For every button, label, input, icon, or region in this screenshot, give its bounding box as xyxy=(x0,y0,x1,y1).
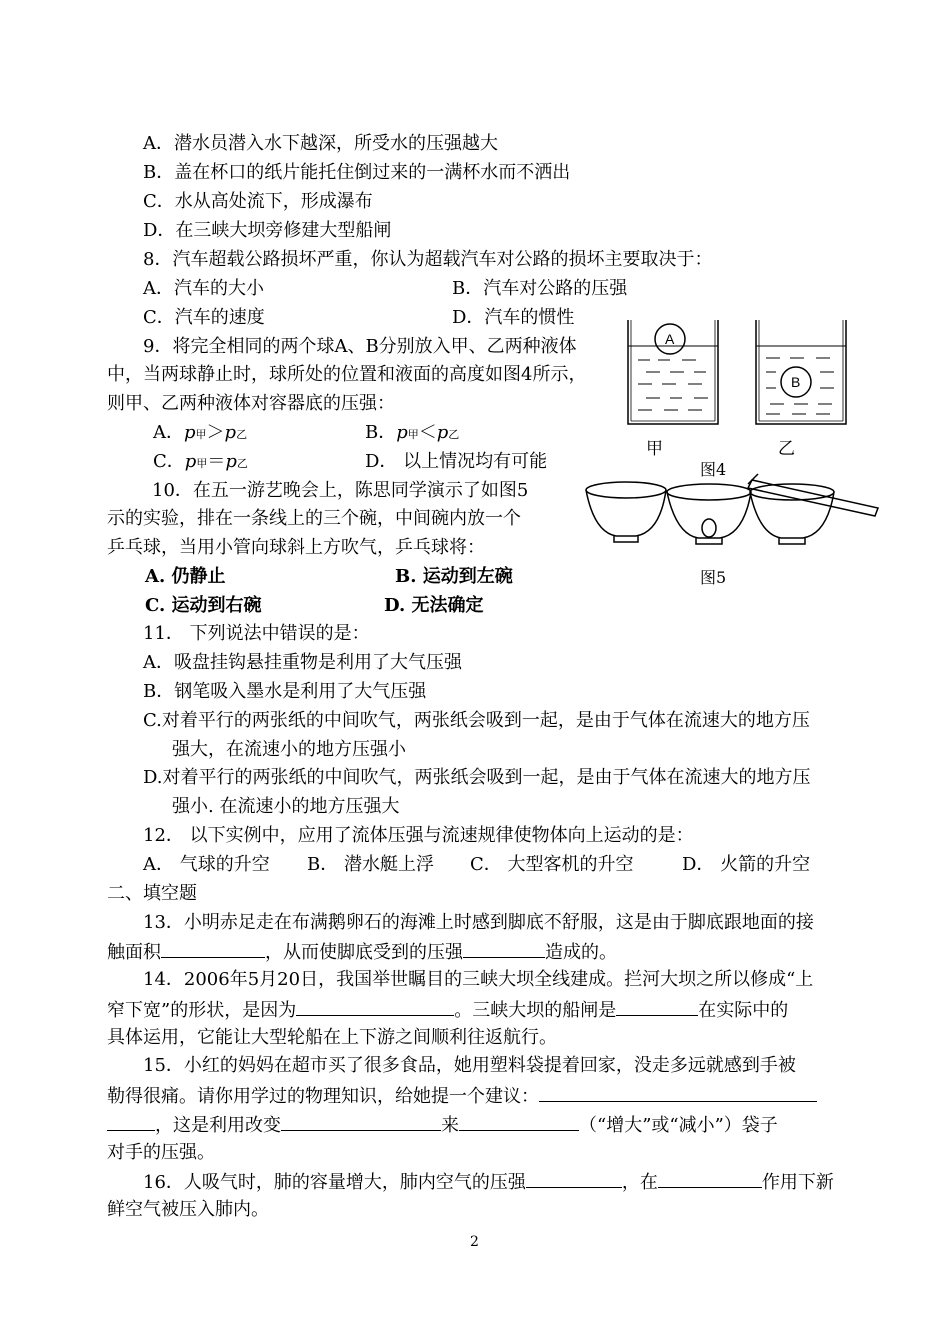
q11-option-c-2: 强大，在流速小的地方压强小 xyxy=(172,739,406,760)
section-title-fill-in: 二、填空题 xyxy=(107,883,197,904)
q16-line-1: 16．人吸气时，肺的容量增大，肺内空气的压强 ，在 作用下新 xyxy=(143,1169,834,1195)
page-number: 2 xyxy=(470,1234,479,1250)
q10-option-b: B. 运动到左碗 xyxy=(395,566,513,587)
q9-stem-3: 则甲、乙两种液体对容器底的压强： xyxy=(107,393,395,414)
q11-option-c-1: C.对着平行的两张纸的中间吹气，两张纸会吸到一起，是由于气体在流速大的地方压 xyxy=(143,710,810,731)
q14-line-3: 具体运用，它能让大型轮船在上下游之间顺利往返航行。 xyxy=(107,1027,557,1048)
q11-option-d-1: D.对着平行的两张纸的中间吹气，两张纸会吸到一起，是由于气体在流速大的地方压 xyxy=(143,767,811,788)
q8-stem: 8．汽车超载公路损坏严重，你认为超载汽车对公路的损坏主要取决于： xyxy=(143,249,713,270)
figure-5 xyxy=(582,470,882,562)
q14-line-2: 窄下宽”的形状，是因为 。三峡大坝的船闸是 在实际中的 xyxy=(107,997,788,1023)
q14-blank-1[interactable] xyxy=(296,997,454,1016)
q11-option-d-2: 强小. 在流速小的地方压强大 xyxy=(172,796,400,817)
q15-line-3: ，这是利用改变 来 （“增大”或“减小”）袋子 xyxy=(107,1112,778,1138)
q9-option-c: C．p甲＝p乙 xyxy=(153,451,248,472)
q7-option-a: A．潜水员潜入水下越深，所受水的压强越大 xyxy=(143,133,498,154)
label-yi: 乙 xyxy=(778,439,795,459)
q15-line-4: 对手的压强。 xyxy=(107,1142,215,1163)
q10-stem-3: 乒乓球，当用小管向球斜上方吹气，乒乓球将： xyxy=(107,537,485,558)
q11-option-a: A．吸盘挂钩悬挂重物是利用了大气压强 xyxy=(143,652,462,673)
q13-blank-2[interactable] xyxy=(463,939,545,958)
label-jia: 甲 xyxy=(646,439,663,459)
figure-4 xyxy=(610,312,880,462)
q16-blank-1[interactable] xyxy=(526,1169,622,1188)
ping-pong-ball xyxy=(702,519,716,537)
q11-stem: 11． 下列说法中错误的是： xyxy=(143,623,370,644)
q12-option-a: A． 气球的升空 xyxy=(143,854,270,875)
figure-4-caption: 图4 xyxy=(700,460,727,479)
q8-option-d: D．汽车的惯性 xyxy=(452,307,575,328)
q9-stem-1: 9．将完全相同的两个球A、B分别放入甲、乙两种液体 xyxy=(143,336,577,357)
q14-blank-2[interactable] xyxy=(616,997,698,1016)
q15-blank-2[interactable] xyxy=(281,1112,441,1131)
q12-option-d: D． 火箭的升空 xyxy=(682,854,811,875)
q15-blank-3[interactable] xyxy=(459,1112,579,1131)
q13-line-2: 触面积 ，从而使脚底受到的压强 造成的。 xyxy=(107,939,617,965)
q10-option-a: A. 仍静止 xyxy=(145,566,226,587)
q15-line-2: 勒得很痛。请你用学过的物理知识，给她提一个建议： xyxy=(107,1083,817,1109)
q7-option-b: B．盖在杯口的纸片能托住倒过来的一满杯水而不洒出 xyxy=(143,162,571,183)
q13-line-1: 13．小明赤足走在布满鹅卵石的海滩上时感到脚底不舒服，这是由于脚底跟地面的接 xyxy=(143,912,814,933)
q9-option-d: D． 以上情况均有可能 xyxy=(365,451,548,472)
q11-option-b: B．钢笔吸入墨水是利用了大气压强 xyxy=(143,681,427,702)
q9-stem-2: 中，当两球静止时，球所处的位置和液面的高度如图4所示， xyxy=(107,364,587,385)
q15-blank-suggestion-cont[interactable] xyxy=(107,1112,155,1131)
ball-b-label: B xyxy=(791,374,801,390)
q10-option-c: C. 运动到右碗 xyxy=(145,595,262,616)
q12-option-b: B． 潜水艇上浮 xyxy=(307,854,434,875)
q9-option-a: A．p甲＞p乙 xyxy=(153,422,248,443)
q16-line-2: 鲜空气被压入肺内。 xyxy=(107,1199,269,1220)
q10-stem-1: 10．在五一游艺晚会上，陈思同学演示了如图5 xyxy=(152,480,529,501)
q8-option-a: A．汽车的大小 xyxy=(143,278,264,299)
q16-blank-2[interactable] xyxy=(658,1169,762,1188)
q14-line-1: 14．2006年5月20日，我国举世瞩目的三峡大坝全线建成。拦河大坝之所以修成“上 xyxy=(143,969,814,990)
q7-option-c: C．水从高处流下，形成瀑布 xyxy=(143,191,373,212)
q10-option-d: D. 无法确定 xyxy=(384,595,484,616)
q8-option-b: B．汽车对公路的压强 xyxy=(452,278,628,299)
q8-option-c: C．汽车的速度 xyxy=(143,307,265,328)
q10-stem-2: 示的实验，排在一条线上的三个碗，中间碗内放一个 xyxy=(107,508,521,529)
q15-blank-suggestion[interactable] xyxy=(539,1083,817,1102)
q15-line-1: 15．小红的妈妈在超市买了很多食品，她用塑料袋提着回家，没走多远就感到手被 xyxy=(143,1055,796,1076)
q13-blank-1[interactable] xyxy=(161,939,265,958)
q12-option-c: C． 大型客机的升空 xyxy=(470,854,634,875)
q9-option-b: B．p甲＜p乙 xyxy=(365,422,460,443)
ball-a-label: A xyxy=(665,331,675,347)
q7-option-d: D．在三峡大坝旁修建大型船闸 xyxy=(143,220,392,241)
figure-5-caption: 图5 xyxy=(700,568,727,587)
q12-stem: 12． 以下实例中，应用了流体压强与流速规律使物体向上运动的是： xyxy=(143,825,694,846)
